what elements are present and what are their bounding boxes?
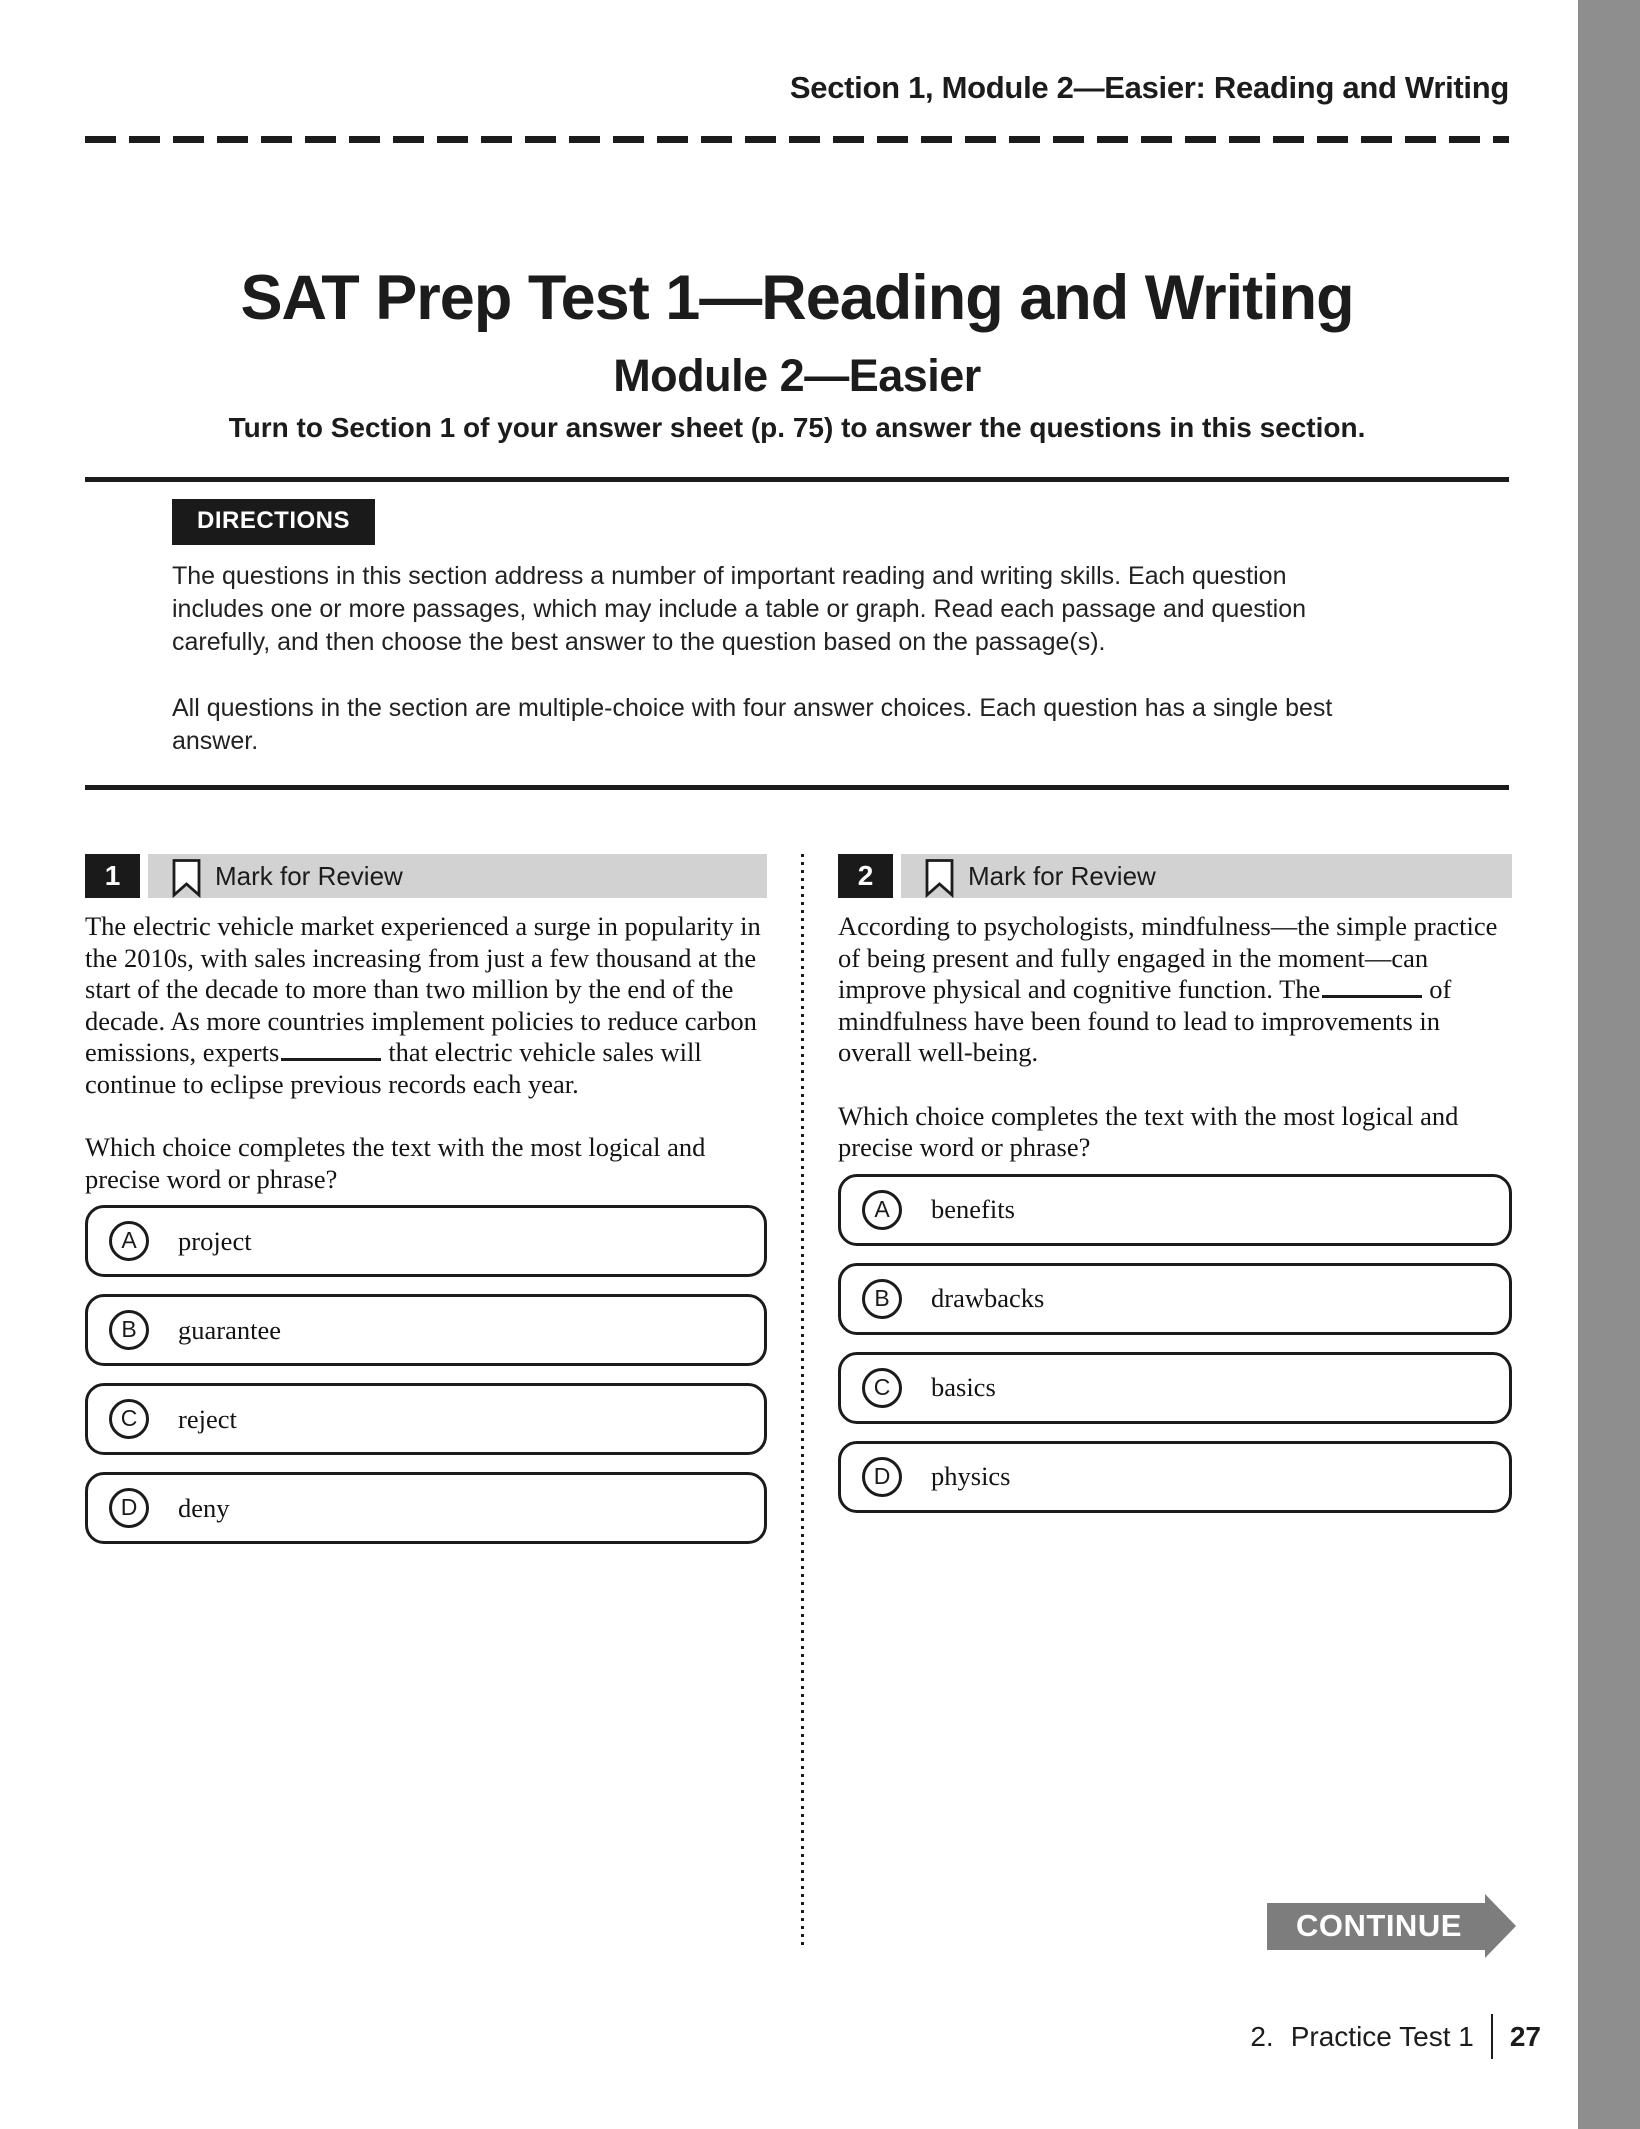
continue-arrow-head-icon xyxy=(1485,1894,1516,1958)
directions-text xyxy=(172,560,1347,791)
question-passage: According to psychologists, mindfulness—the simple practice of being present and fully engaged in the moment—can improve physical and cognitive function. The of mindfulness have been found to lead to improvements in overall well-being. xyxy=(838,911,1498,1067)
mark-for-review-label: Mark for Review xyxy=(215,860,403,891)
continue-button[interactable] xyxy=(1267,1894,1516,1958)
choice-c[interactable]: C basics xyxy=(838,1352,1512,1424)
horizontal-rule-top xyxy=(85,477,1509,482)
choice-letter-badge: A xyxy=(862,1190,902,1230)
module-subtitle: Module 2—Easier xyxy=(613,350,981,402)
footer-section-title: Practice Test 1 xyxy=(1290,2020,1474,2052)
choice-a[interactable]: A benefits xyxy=(838,1174,1512,1246)
question-stem: Which choice completes the text with the most logical and precise word or phrase? xyxy=(838,1100,1459,1162)
choice-a[interactable]: A project xyxy=(85,1205,767,1277)
answer-choices xyxy=(838,1174,1512,1513)
continue-arrow-body xyxy=(1267,1903,1485,1950)
mark-for-review-button[interactable] xyxy=(148,854,767,898)
question-stem: Which choice completes the text with the most logical and precise word or phrase? xyxy=(85,1132,706,1194)
choice-letter-badge: D xyxy=(862,1457,902,1497)
question-number-badge: 1 xyxy=(85,854,140,898)
choice-letter-badge: B xyxy=(109,1310,149,1350)
choice-letter-badge: C xyxy=(109,1399,149,1439)
choice-b[interactable]: B drawbacks xyxy=(838,1263,1512,1335)
fill-in-blank xyxy=(281,1055,381,1061)
question-1 xyxy=(85,854,767,1948)
running-head: Section 1, Module 2—Easier: Reading and Writing xyxy=(789,70,1509,105)
column-divider xyxy=(801,854,804,1948)
question-2-header xyxy=(838,854,1512,898)
question-passage: The electric vehicle market experienced a surge in popularity in the 2010s, with sales increasing from just a few thousand at the start of the decade to more than two million by the end of the decade. As more countries implement policies to reduce carbon emissions, experts that electric vehicle sales will continue to eclipse previous records each year. xyxy=(85,911,761,1099)
directions-paragraph-1: The questions in this section address a number of important reading and writing skills. Each question includes one or more passages, which may include a table or graph. Read each passage and question carefully, and then choose the best answer to the question based on the passage(s). xyxy=(172,562,1307,656)
bookmark-icon xyxy=(171,858,202,898)
page-title: SAT Prep Test 1—Reading and Writing xyxy=(240,263,1354,334)
column-gutter xyxy=(767,854,838,1948)
choice-letter-badge: C xyxy=(862,1368,902,1408)
answer-sheet-instruction: Turn to Section 1 of your answer sheet (p. 75) to answer the questions in this section. xyxy=(228,412,1366,443)
fill-in-blank xyxy=(1322,992,1422,998)
choice-letter-badge: D xyxy=(109,1488,149,1528)
choice-d[interactable]: D deny xyxy=(85,1472,767,1544)
question-1-header xyxy=(85,854,767,898)
choice-letter-badge: B xyxy=(862,1279,902,1319)
footer-separator xyxy=(1491,2014,1493,2059)
choice-letter-badge: A xyxy=(109,1221,149,1261)
horizontal-rule-bottom xyxy=(85,785,1509,790)
choice-c[interactable]: C reject xyxy=(85,1383,767,1455)
choice-d[interactable]: D physics xyxy=(838,1441,1512,1513)
footer-page-number: 27 xyxy=(1509,2020,1541,2052)
continue-label: CONTINUE xyxy=(1296,1908,1462,1943)
dashed-divider xyxy=(85,136,1509,143)
directions-label: DIRECTIONS xyxy=(172,499,375,545)
page-footer xyxy=(1250,2014,1541,2059)
footer-chapter-number: 2. xyxy=(1250,2020,1274,2052)
mark-for-review-label: Mark for Review xyxy=(968,860,1156,891)
answer-choices xyxy=(85,1205,767,1544)
mark-for-review-button[interactable] xyxy=(901,854,1512,898)
directions-paragraph-2: All questions in the section are multiple-choice with four answer choices. Each question has a single best answer. xyxy=(172,694,1333,755)
page-edge-bar xyxy=(1578,0,1640,2129)
question-2 xyxy=(838,854,1512,1948)
bookmark-icon xyxy=(924,858,955,898)
question-number-badge: 2 xyxy=(838,854,893,898)
choice-b[interactable]: B guarantee xyxy=(85,1294,767,1366)
questions-section xyxy=(85,854,1512,1948)
